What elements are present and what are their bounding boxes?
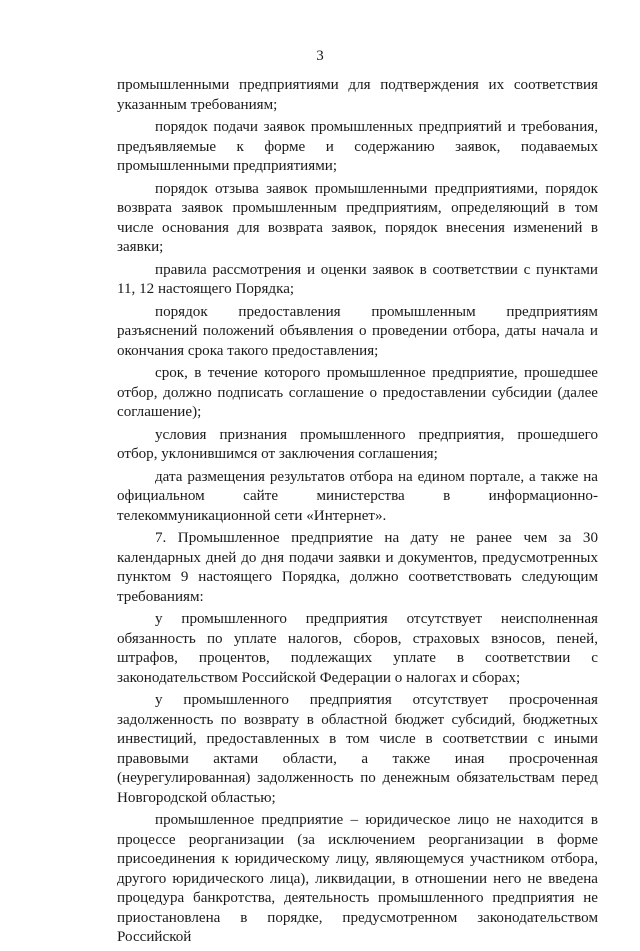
paragraph: условия признания промышленного предприятия, прошедшего отбор, уклонившимся от заключения соглашения; <box>117 426 598 462</box>
paragraph: 7. Промышленное предприятие на дату не ранее чем за 30 календарных дней до дня подачи заявки и документов, предусмотренных пунктом 9 настоящего Порядка, должно соответствовать следующим требованиям: <box>117 530 598 605</box>
paragraph: срок, в течение которого промышленное предприятие, прошедшее отбор, должно подписать соглашение о предоставлении субсидии (далее соглашение); <box>117 365 598 420</box>
paragraph: порядок подачи заявок промышленных предприятий и требования, предъявляемые к форме и содержанию заявок, подаваемых промышленными предприятиями; <box>117 119 598 174</box>
paragraph: дата размещения результатов отбора на едином портале, а также на официальном сайте министерства в информационно-телекоммуникационной сети «Интернет». <box>117 468 598 524</box>
paragraph: промышленное предприятие – юридическое лицо не находится в процессе реорганизации (за исключением реорганизации в форме присоединения к юридическому лицу, являющемуся участником отбора, другого юридического лица), ликвидации, в отношении него не введена процедура банкротства, деятельность промышленного предприятия не приостановлена в порядке, предусмотренном законодательством Российской <box>117 812 598 945</box>
paragraph: промышленными предприятиями для подтверждения их соответствия указанным требованиям; <box>117 77 598 113</box>
paragraph: правила рассмотрения и оценки заявок в соответствии с пунктами 11, 12 настоящего Порядка; <box>117 261 598 297</box>
page-content <box>117 76 598 951</box>
paragraph: порядок отзыва заявок промышленными предприятиями, порядок возврата заявок промышленным предприятиям, определяющий в том числе основания для возврата заявок, порядок внесения изменений в заявки; <box>117 180 598 255</box>
paragraph: у промышленного предприятия отсутствует просроченная задолженность по возврату в областной бюджет субсидий, бюджетных инвестиций, предоставленных в том числе в соответствии с иными правовыми актами области, а также иная просроченная (неурегулированная) задолженность по денежным обязательствам перед Новгородской областью; <box>117 692 598 806</box>
paragraph: у промышленного предприятия отсутствует неисполненная обязанность по уплате налогов, сборов, страховых взносов, пеней, штрафов, процентов, подлежащих уплате в соответствии с законодательством Российской Федерации о налогах и сборах; <box>117 611 598 686</box>
paragraph: порядок предоставления промышленным предприятиям разъяснений положений объявления о проведении отбора, даты начала и окончания срока такого предоставления; <box>117 303 598 359</box>
page-number: 3 <box>316 48 324 64</box>
